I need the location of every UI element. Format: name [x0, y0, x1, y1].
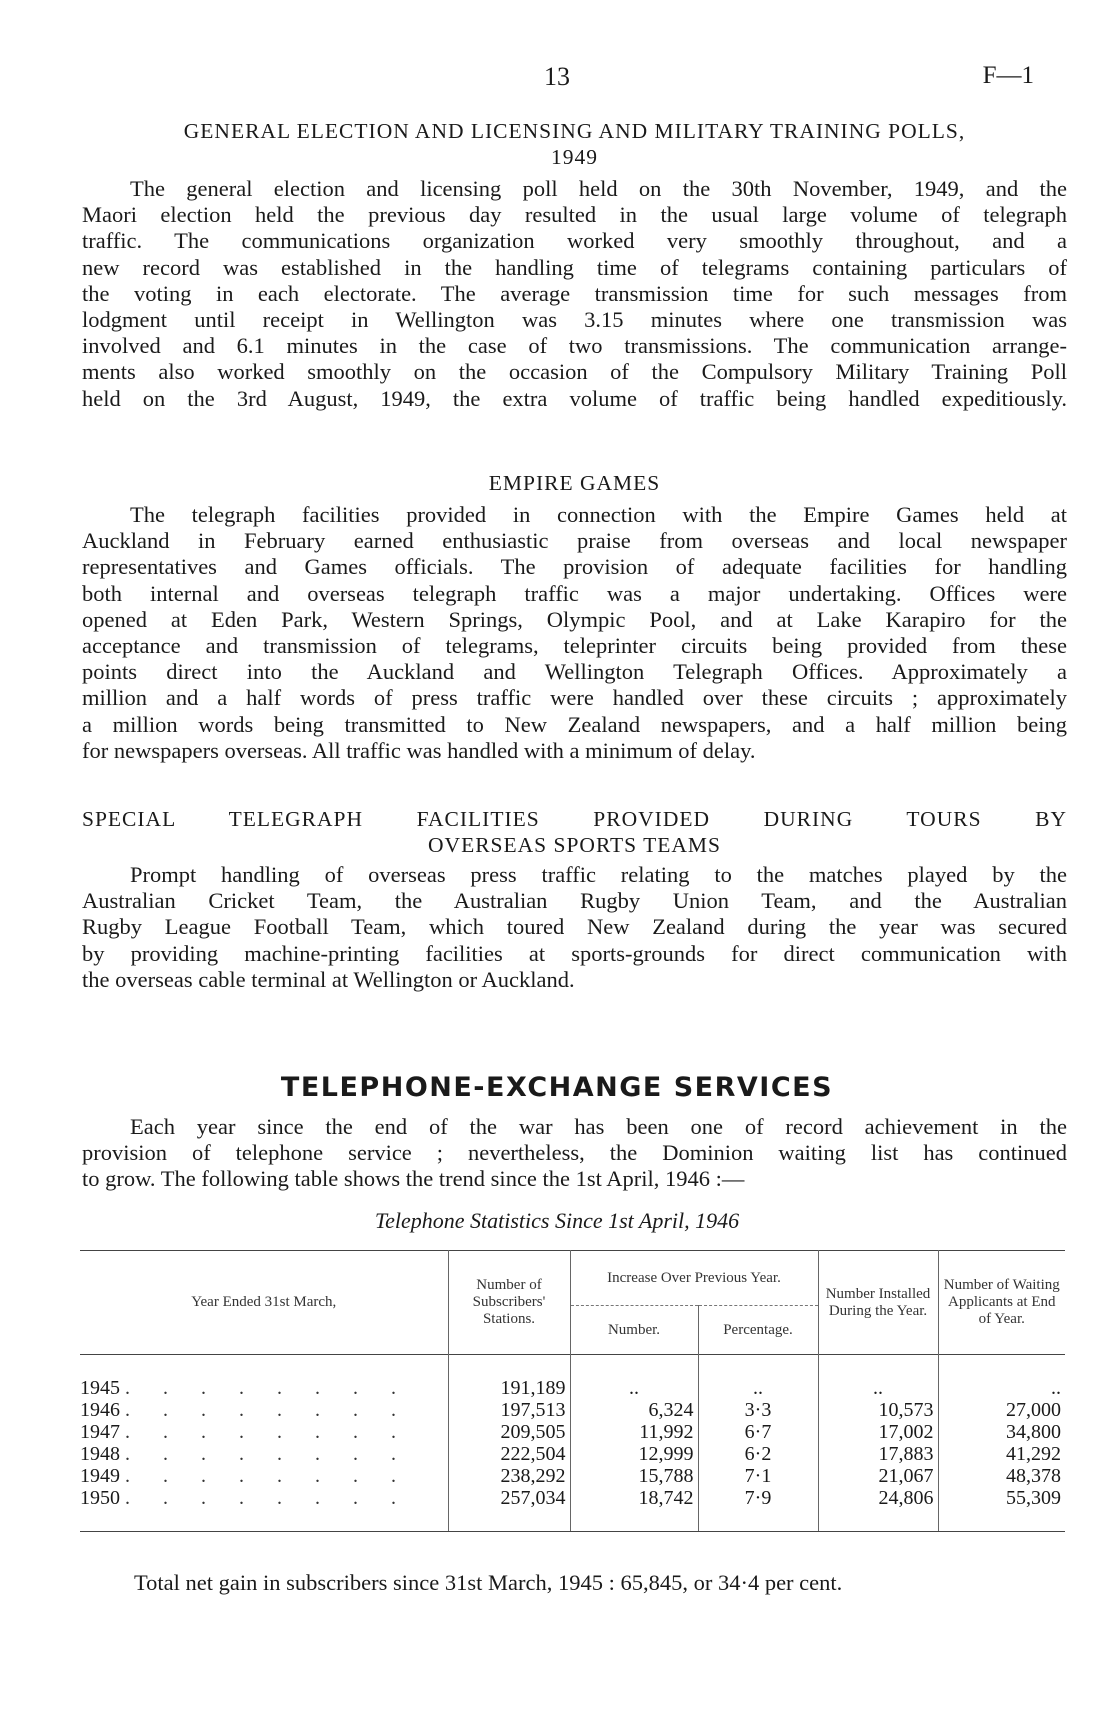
cell-waiting: 55,309 [938, 1487, 1065, 1509]
table-row [80, 1465, 1065, 1487]
paragraph-special-telegraph [82, 862, 1067, 993]
text-line: Maori election held the previous day resulted in the usual large volume of telegraph [82, 202, 1067, 228]
cell-year [80, 1487, 448, 1509]
text-line: The telegraph facilities provided in connection with the Empire Games held at [130, 502, 1067, 527]
cell-waiting: 48,378 [938, 1465, 1065, 1487]
table-row [80, 1443, 1065, 1465]
cell-increase-number: 12,999 [570, 1443, 698, 1465]
cell-increase-percentage: 6·2 [698, 1443, 818, 1465]
cell-waiting: 34,800 [938, 1421, 1065, 1443]
cell-waiting: 41,292 [938, 1443, 1065, 1465]
text-line: Australian Cricket Team, the Australian Rugby Union Team, and the Australian [82, 888, 1067, 914]
text-line: held on the 3rd August, 1949, the extra volume of traffic being handled expeditiously. [82, 385, 1067, 411]
heading-line: 1949 [551, 145, 598, 169]
year-label: 1946 [80, 1399, 120, 1421]
cell-increase-number: 18,742 [570, 1487, 698, 1509]
leader-dots: . . . . . . . . [125, 1421, 410, 1443]
cell-increase-number: .. [570, 1377, 698, 1399]
section-heading-empire-games: EMPIRE GAMES [488, 471, 661, 495]
cell-year [80, 1399, 448, 1421]
text-line: representatives and Games officials. The provision of adequate facilities for handling [82, 554, 1067, 580]
cell-year [80, 1465, 448, 1487]
leader-dots: . . . . . . . . [125, 1465, 410, 1487]
cell-increase-percentage: .. [698, 1377, 818, 1399]
year-label: 1948 [80, 1443, 120, 1465]
paragraph-general-election [82, 176, 1067, 412]
text-line: traffic. The communications organization worked very smoothly throughout, and a [82, 228, 1067, 254]
header-year: Year Ended 31st March, [191, 1294, 337, 1310]
text-line: lodgment until receipt in Wellington was 3.15 minutes where one transmission was [82, 307, 1067, 333]
cell-increase-number: 6,324 [570, 1399, 698, 1421]
text-line: the voting in each electorate. The average transmission time for such messages from [82, 280, 1067, 306]
text-line: for newspapers overseas. All traffic was handled with a minimum of delay. [82, 737, 756, 763]
section-heading-general-election [82, 118, 1067, 170]
text-line: both internal and overseas telegraph traffic was a major undertaking. Offices were [82, 580, 1067, 606]
year-label: 1950 [80, 1487, 120, 1509]
text-line: The general election and licensing poll held on the 30th November, 1949, and the [130, 176, 1067, 201]
text-line: Rugby League Football Team, which toured New Zealand during the year was secured [82, 914, 1067, 940]
table-row [80, 1399, 1065, 1421]
cell-installed: .. [818, 1377, 938, 1399]
year-label: 1947 [80, 1421, 120, 1443]
table-row [80, 1487, 1065, 1509]
text-line: million and a half words of press traffic were handled over these circuits ; approximately [82, 685, 1067, 711]
cell-increase-percentage: 7·1 [698, 1465, 818, 1487]
paragraph-empire-games [82, 502, 1067, 764]
section-heading-telephone-exchange: TELEPHONE-EXCHANGE SERVICES [280, 1072, 834, 1103]
cell-increase-percentage: 6·7 [698, 1421, 818, 1443]
cell-installed: 21,067 [818, 1465, 938, 1487]
text-line: opened at Eden Park, Western Springs, Olympic Pool, and at Lake Karapiro for the [82, 606, 1067, 632]
cell-subscribers: 257,034 [448, 1487, 570, 1509]
text-line: ments also worked smoothly on the occasion of the Compulsory Military Training Poll [82, 359, 1067, 385]
paragraph-telephone-exchange [82, 1114, 1067, 1193]
leader-dots: . . . . . . . . [125, 1377, 410, 1399]
leader-dots: . . . . . . . . [125, 1443, 410, 1465]
total-net-gain-note: Total net gain in subscribers since 31st March, 1945 : 65,845, or 34·4 per cent. [134, 1570, 843, 1595]
cell-installed: 17,883 [818, 1443, 938, 1465]
telephone-statistics-table [80, 1250, 1065, 1532]
cell-year [80, 1421, 448, 1443]
cell-increase-number: 15,788 [570, 1465, 698, 1487]
cell-subscribers: 222,504 [448, 1443, 570, 1465]
cell-installed: 24,806 [818, 1487, 938, 1509]
leader-dots: . . . . . . . . [125, 1487, 410, 1509]
heading-line: SPECIAL TELEGRAPH FACILITIES PROVIDED DURING TOURS BY [82, 807, 1067, 831]
leader-dots: . . . . . . . . [125, 1399, 410, 1421]
header-waiting: Number of Waiting Applicants at End of Year. [938, 1251, 1065, 1355]
header-installed: Number Installed During the Year. [818, 1251, 938, 1355]
page-number: 13 [544, 62, 570, 91]
header-increase-percentage: Percentage. [698, 1306, 818, 1355]
cell-waiting: 27,000 [938, 1399, 1065, 1421]
year-label: 1949 [80, 1465, 120, 1487]
header-increase-number: Number. [570, 1306, 698, 1355]
cell-year [80, 1377, 448, 1399]
cell-subscribers: 191,189 [448, 1377, 570, 1399]
text-line: Each year since the end of the war has been one of record achievement in the [130, 1114, 1067, 1139]
text-line: Prompt handling of overseas press traffic relating to the matches played by the [130, 862, 1067, 887]
heading-line: OVERSEAS SPORTS TEAMS [428, 833, 721, 857]
cell-waiting: .. [938, 1377, 1065, 1399]
page-reference: F—1 [982, 62, 1034, 89]
cell-increase-number: 11,992 [570, 1421, 698, 1443]
header-subscribers: Number of Subscribers' Stations. [448, 1251, 570, 1355]
year-label: 1945 [80, 1377, 120, 1399]
cell-subscribers: 238,292 [448, 1465, 570, 1487]
text-line: to grow. The following table shows the trend since the 1st April, 1946 :— [82, 1166, 745, 1192]
cell-installed: 10,573 [818, 1399, 938, 1421]
section-heading-special-telegraph [82, 806, 1067, 858]
text-line: acceptance and transmission of telegrams, teleprinter circuits being provided from these [82, 633, 1067, 659]
header-increase-group: Increase Over Previous Year. [570, 1251, 818, 1306]
cell-increase-percentage: 3·3 [698, 1399, 818, 1421]
cell-increase-percentage: 7·9 [698, 1487, 818, 1509]
text-line: new record was established in the handling time of telegrams containing particulars of [82, 254, 1067, 280]
table-row [80, 1421, 1065, 1443]
cell-subscribers: 197,513 [448, 1399, 570, 1421]
text-line: provision of telephone service ; nevertheless, the Dominion waiting list has continued [82, 1140, 1067, 1166]
text-line: the overseas cable terminal at Wellington or Auckland. [82, 966, 575, 992]
cell-installed: 17,002 [818, 1421, 938, 1443]
text-line: a million words being transmitted to New Zealand newspapers, and a half million being [82, 711, 1067, 737]
heading-line: GENERAL ELECTION AND LICENSING AND MILITARY TRAINING POLLS, [183, 119, 966, 143]
cell-year [80, 1443, 448, 1465]
text-line: Auckland in February earned enthusiastic praise from overseas and local newspaper [82, 528, 1067, 554]
text-line: points direct into the Auckland and Wellington Telegraph Offices. Approximately a [82, 659, 1067, 685]
table-row [80, 1377, 1065, 1399]
table-caption: Telephone Statistics Since 1st April, 1946 [374, 1208, 740, 1233]
cell-subscribers: 209,505 [448, 1421, 570, 1443]
text-line: by providing machine-printing facilities at sports-grounds for direct communication with [82, 940, 1067, 966]
text-line: involved and 6.1 minutes in the case of two transmissions. The communication arrange- [82, 333, 1067, 359]
